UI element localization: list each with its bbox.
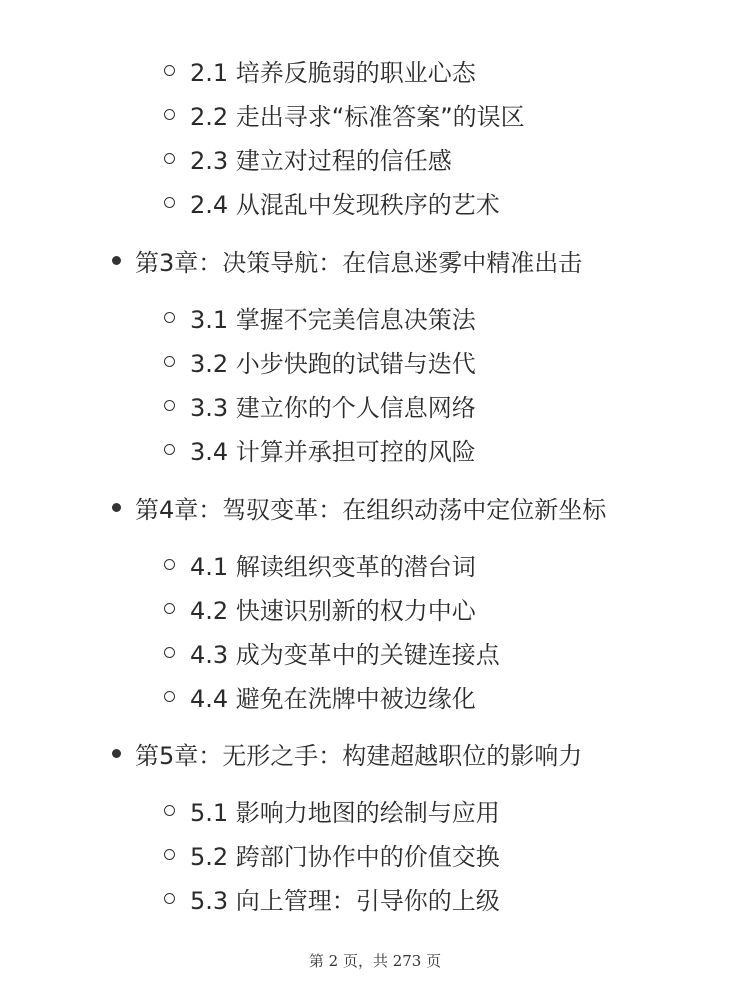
- outline-item-text: 3.1 掌握不完美信息决策法: [190, 305, 476, 334]
- hollow-bullet-icon: [164, 444, 175, 455]
- outline-item-4-2: [164, 588, 476, 628]
- outline-item-2-2: [164, 94, 525, 134]
- solid-bullet-icon: [112, 503, 121, 512]
- outline-item-text: 4.2 快速识别新的权力中心: [190, 596, 476, 625]
- hollow-bullet-icon: [164, 647, 175, 658]
- outline-item-text: 3.2 小步快跑的试错与迭代: [190, 349, 476, 378]
- hollow-bullet-icon: [164, 849, 175, 860]
- outline-item-text: 2.4 从混乱中发现秩序的艺术: [190, 190, 500, 219]
- outline-item-text: 4.4 避免在洗牌中被边缘化: [190, 684, 476, 713]
- hollow-bullet-icon: [164, 691, 175, 702]
- hollow-bullet-icon: [164, 805, 175, 816]
- outline-item-5-1: [164, 790, 500, 830]
- hollow-bullet-icon: [164, 197, 175, 208]
- outline-item-text: 4.1 解读组织变革的潜台词: [190, 552, 476, 581]
- hollow-bullet-icon: [164, 109, 175, 120]
- hollow-bullet-icon: [164, 893, 175, 904]
- outline-item-4-4: [164, 676, 476, 716]
- outline-item-4-1: [164, 544, 476, 584]
- outline-item-text: 3.4 计算并承担可控的风险: [190, 437, 476, 466]
- chapter-5-heading: [112, 733, 582, 773]
- outline-item-3-2: [164, 341, 476, 381]
- solid-bullet-icon: [112, 749, 121, 758]
- hollow-bullet-icon: [164, 559, 175, 570]
- outline-item-text: 5.1 影响力地图的绘制与应用: [190, 798, 500, 827]
- hollow-bullet-icon: [164, 400, 175, 411]
- chapter-title: 第5章：无形之手：构建超越职位的影响力: [135, 741, 583, 770]
- hollow-bullet-icon: [164, 65, 175, 76]
- outline-item-text: 2.2 走出寻求“标准答案”的误区: [190, 102, 525, 131]
- outline-item-3-1: [164, 297, 476, 337]
- outline-item-text: 4.3 成为变革中的关键连接点: [190, 640, 500, 669]
- hollow-bullet-icon: [164, 153, 175, 164]
- page-number-footer: 第 2 页，共 273 页: [308, 952, 442, 970]
- outline-item-text: 3.3 建立你的个人信息网络: [190, 393, 476, 422]
- outline-item-text: 5.2 跨部门协作中的价值交换: [190, 842, 500, 871]
- outline-item-text: 2.1 培养反脆弱的职业心态: [190, 58, 476, 87]
- outline-item-4-3: [164, 632, 500, 672]
- outline-item-text: 5.3 向上管理：引导你的上级: [190, 886, 500, 915]
- chapter-4-heading: [112, 487, 606, 527]
- outline-item-3-4: [164, 429, 476, 469]
- chapter-title: 第4章：驾驭变革：在组织动荡中定位新坐标: [135, 495, 607, 524]
- chapter-title: 第3章：决策导航：在信息迷雾中精准出击: [135, 248, 583, 277]
- hollow-bullet-icon: [164, 312, 175, 323]
- hollow-bullet-icon: [164, 356, 175, 367]
- chapter-3-heading: [112, 240, 582, 280]
- outline-item-text: 2.3 建立对过程的信任感: [190, 146, 452, 175]
- outline-item-2-1: [164, 50, 476, 90]
- outline-item-5-3: [164, 878, 500, 918]
- outline-item-5-2: [164, 834, 500, 874]
- outline-item-2-4: [164, 182, 500, 222]
- hollow-bullet-icon: [164, 603, 175, 614]
- outline-item-3-3: [164, 385, 476, 425]
- solid-bullet-icon: [112, 256, 121, 265]
- outline-item-2-3: [164, 138, 452, 178]
